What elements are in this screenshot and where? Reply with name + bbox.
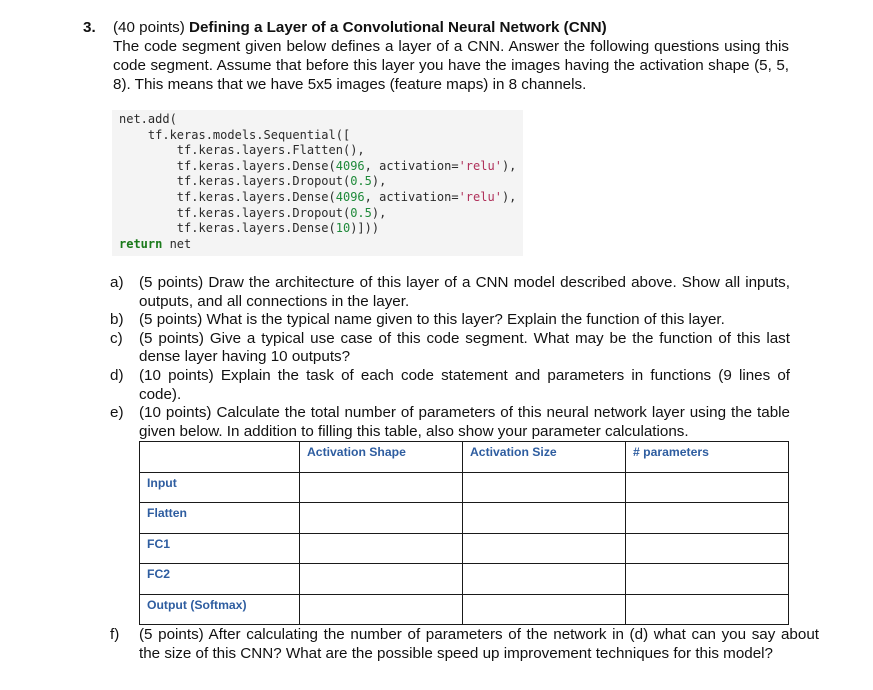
empty-cell (300, 564, 463, 595)
code-line: return net (119, 236, 192, 251)
parameter-table (139, 441, 789, 625)
code-line: tf.keras.layers.Dropout(0.5), (119, 174, 387, 189)
code-line: tf.keras.layers.Dense(4096, activation='relu'), (119, 158, 517, 173)
table-header-cell: # parameters (626, 442, 789, 473)
code-line: tf.keras.models.Sequential([ (119, 127, 351, 142)
part-label: d) (110, 366, 124, 384)
empty-cell (300, 533, 463, 564)
empty-cell (626, 533, 789, 564)
empty-cell (463, 472, 626, 503)
question-part (110, 274, 790, 311)
row-label: Input (140, 472, 300, 503)
code-line: tf.keras.layers.Dropout(0.5), (119, 205, 387, 220)
table-row (140, 503, 789, 534)
table-header-cell (140, 442, 300, 473)
code-line: tf.keras.layers.Dense(4096, activation='relu'), (119, 190, 517, 204)
empty-cell (626, 594, 789, 625)
part-text: (10 points) Calculate the total number of parameters of this neural network layer using the table given below. In addition to filling this table, also show your parameter calculations. (139, 404, 790, 440)
table-header-cell: Activation Shape (300, 442, 463, 473)
code-block (112, 110, 523, 256)
row-label: FC1 (140, 533, 300, 564)
question-intro: The code segment given below defines a layer of a CNN. Answer the following questions using this code segment. Assume that before this layer you have the images having the activation shape (5, 5, 8). This means that we have 5x5 images (feature maps) in 8 channels. (113, 38, 789, 93)
part-text: (5 points) After calculating the number of parameters of the network in (d) what can you say about the size of this CNN? What are the possible speed up improvement techniques for this model? (139, 626, 819, 662)
empty-cell (463, 533, 626, 564)
empty-cell (626, 503, 789, 534)
question-points: (40 points) (113, 19, 185, 36)
table-row (140, 564, 789, 595)
empty-cell (626, 564, 789, 595)
question-parts (110, 274, 790, 441)
question-part (110, 311, 790, 330)
part-label: f) (110, 626, 120, 643)
part-text: (10 points) Explain the task of each code statement and parameters in functions (9 lines of code). (139, 366, 790, 403)
empty-cell (300, 503, 463, 534)
part-text: (5 points) Give a typical use case of this code segment. What may be the function of this last dense layer having 10 outputs? (139, 329, 790, 366)
table-row (140, 533, 789, 564)
empty-cell (300, 472, 463, 503)
row-label: Flatten (140, 503, 300, 534)
question-title-line (113, 18, 607, 37)
empty-cell (463, 564, 626, 595)
question-part-f (110, 626, 819, 663)
code-line: tf.keras.layers.Flatten(), (119, 143, 365, 158)
part-text: (5 points) What is the typical name given to this layer? Explain the function of this layer. (139, 311, 725, 329)
question-part (110, 330, 790, 367)
question-part (110, 367, 790, 404)
table-header-cell: Activation Size (463, 442, 626, 473)
empty-cell (300, 594, 463, 625)
empty-cell (463, 594, 626, 625)
empty-cell (463, 503, 626, 534)
question-part (110, 404, 790, 441)
part-label: a) (110, 274, 124, 291)
table-row (140, 594, 789, 625)
part-label: b) (110, 311, 124, 329)
part-label: c) (110, 329, 123, 347)
question-title: Defining a Layer of a Convolutional Neural Network (CNN) (189, 19, 607, 36)
row-label: Output (Softmax) (140, 594, 300, 625)
part-label: e) (110, 404, 124, 422)
empty-cell (626, 472, 789, 503)
table-row (140, 472, 789, 503)
row-label: FC2 (140, 564, 300, 595)
code-line: tf.keras.layers.Dense(10)])) (119, 221, 380, 236)
code-line: net.add( (119, 112, 177, 126)
part-text: (5 points) Draw the architecture of this layer of a CNN model described above. Show all inputs, outputs, and all connections in the layer. (139, 274, 790, 310)
table-header-row (140, 442, 789, 473)
question-number: 3. (83, 19, 96, 36)
